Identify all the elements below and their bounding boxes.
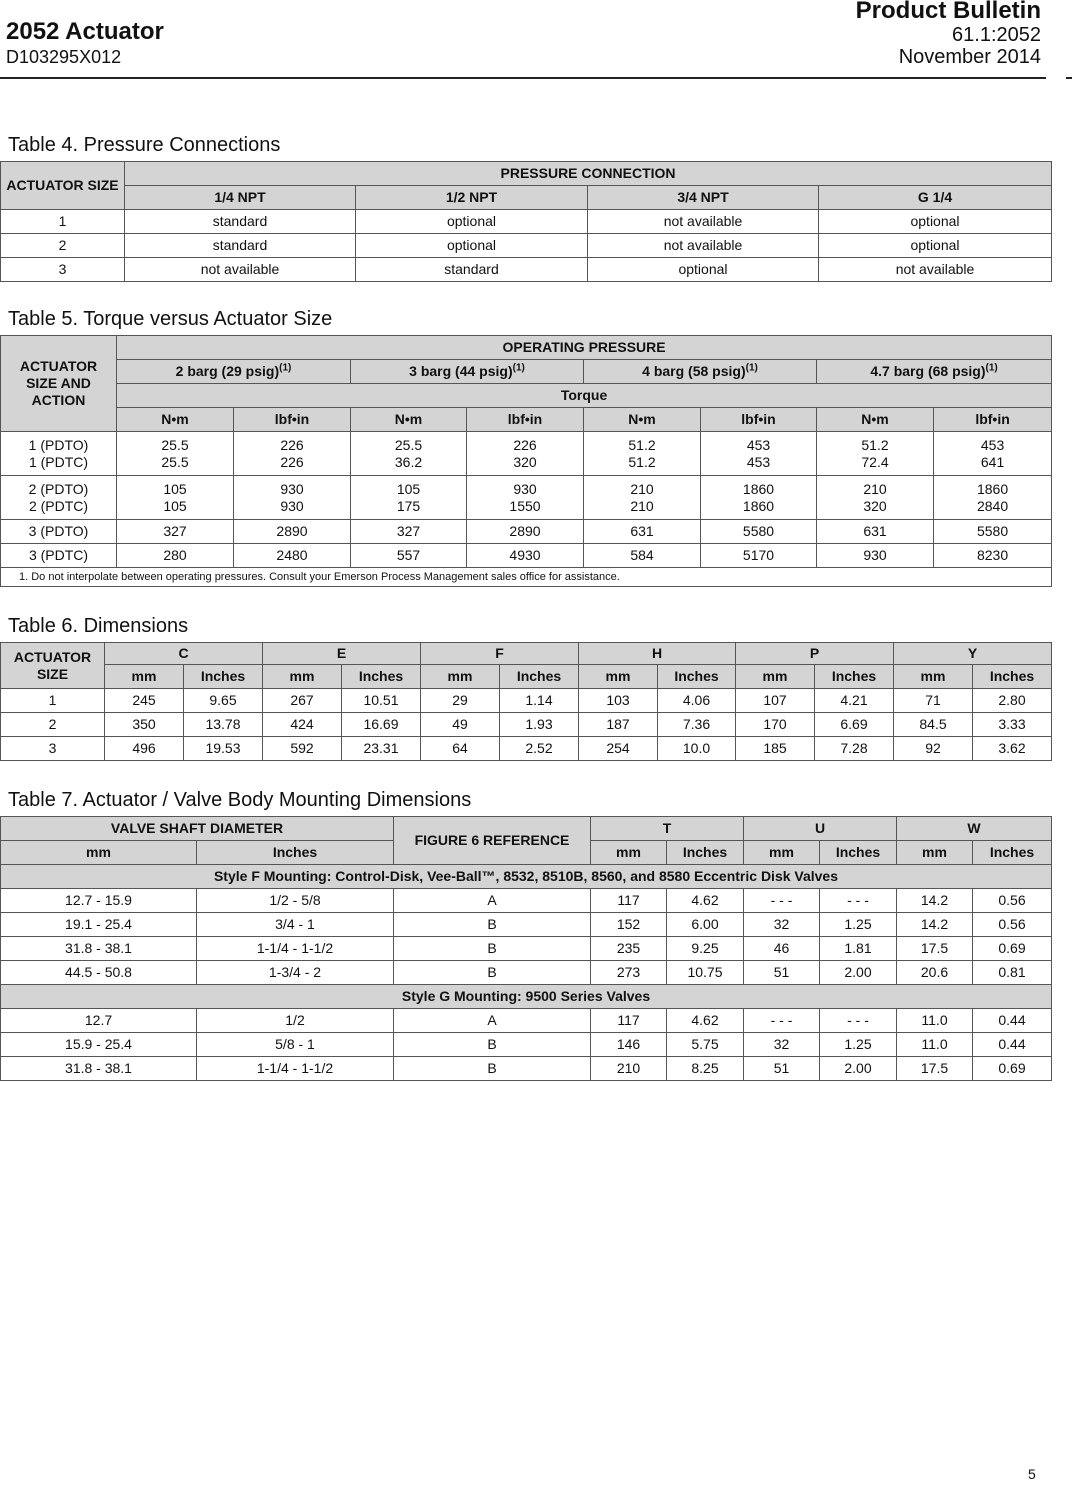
table-cell: - - -	[820, 889, 897, 913]
table-row	[1, 889, 1052, 913]
table-cell: 4930	[467, 544, 584, 568]
table-cell: 327	[351, 520, 467, 544]
table-cell: 2.00	[820, 1057, 897, 1081]
product-title: 2052 Actuator	[6, 18, 164, 45]
table-cell: - - -	[744, 1009, 820, 1033]
cell-value: 210	[630, 480, 654, 497]
table-cell: optional	[356, 210, 588, 234]
dimension-group-header: U	[744, 817, 897, 841]
table-row	[1, 1057, 1052, 1081]
table4-col-header: 3/4 NPT	[588, 186, 819, 210]
table-cell	[234, 476, 351, 520]
table-cell: 5580	[701, 520, 817, 544]
table-cell: 170	[736, 713, 815, 737]
table-row	[1, 737, 1052, 761]
unit-header: Inches	[820, 841, 897, 865]
cell-value: 105	[396, 480, 421, 497]
dimension-group-header: F	[421, 643, 579, 665]
table-cell: 1.81	[820, 937, 897, 961]
table-cell: 13.78	[184, 713, 263, 737]
cell-value: 51.2	[628, 436, 656, 453]
table-cell: 10.75	[667, 961, 744, 985]
table-cell: 19.53	[184, 737, 263, 761]
table-cell: 1.25	[820, 913, 897, 937]
table-cell: 631	[584, 520, 701, 544]
table-cell: 2480	[234, 544, 351, 568]
unit-header: lbf•in	[934, 408, 1052, 432]
table-cell: 254	[579, 737, 658, 761]
cell-value: 1 (PDTC)	[28, 453, 89, 470]
table-cell	[817, 432, 934, 476]
table-cell: 6.00	[667, 913, 744, 937]
table-cell: 210	[591, 1057, 667, 1081]
table4-col-header: 1/4 NPT	[125, 186, 356, 210]
table-cell: 930	[817, 544, 934, 568]
unit-header: Inches	[973, 841, 1052, 865]
dimension-group-header: E	[263, 643, 421, 665]
table-row	[1, 258, 1052, 282]
unit-header: Inches	[973, 665, 1052, 689]
unit-header: mm	[1, 841, 197, 865]
table-cell	[467, 476, 584, 520]
table6-title: Table 6. Dimensions	[8, 615, 189, 637]
unit-header: Inches	[342, 665, 421, 689]
unit-header: mm	[579, 665, 658, 689]
table-cell	[1, 432, 117, 476]
table7-figure-header: FIGURE 6 REFERENCE	[394, 817, 591, 865]
cell-value: 51.2	[861, 436, 889, 453]
table-cell: not available	[588, 210, 819, 234]
table-row	[1, 937, 1052, 961]
table-cell: 1/2	[197, 1009, 394, 1033]
cell-value: 641	[980, 453, 1005, 470]
cell-value: 1860	[742, 497, 775, 514]
table-cell: 3/4 - 1	[197, 913, 394, 937]
table-row	[1, 520, 1052, 544]
table-cell: optional	[819, 234, 1052, 258]
table-cell	[701, 476, 817, 520]
table-cell: 14.2	[897, 913, 973, 937]
table5-group-header: OPERATING PRESSURE	[117, 336, 1052, 360]
unit-header: mm	[591, 841, 667, 865]
table-cell: 4.62	[667, 1009, 744, 1033]
table-cell: 71	[894, 689, 973, 713]
dimension-group-header: H	[579, 643, 736, 665]
table-cell: not available	[819, 258, 1052, 282]
table5-pressure-header: 4.7 barg (68 psig)$^{(1)}$	[817, 360, 1052, 384]
table-cell: 32	[744, 913, 820, 937]
table-cell: 152	[591, 913, 667, 937]
table4-col-header: G 1/4	[819, 186, 1052, 210]
cell-value: 105	[163, 480, 187, 497]
table-cell: 424	[263, 713, 342, 737]
table-cell: 3.33	[973, 713, 1052, 737]
table-cell	[117, 432, 234, 476]
table-cell: - - -	[820, 1009, 897, 1033]
table-cell	[351, 476, 467, 520]
unit-header: N•m	[117, 408, 234, 432]
bulletin-number: 61.1:2052	[952, 24, 1041, 46]
table4-group-header: PRESSURE CONNECTION	[125, 162, 1052, 186]
table-cell: not available	[588, 234, 819, 258]
document-header-right	[856, 0, 1041, 68]
table-cell	[584, 432, 701, 476]
torque-table	[0, 335, 1052, 587]
mounting-style-header: Style F Mounting: Control-Disk, Vee-Ball™, 8532, 8510B, 8560, and 8580 Eccentric Disk Valves	[1, 865, 1052, 889]
table5-pressure-header: 3 barg (44 psig)$^{(1)}$	[351, 360, 584, 384]
unit-header: Inches	[197, 841, 394, 865]
dimension-group-header: T	[591, 817, 744, 841]
page-number: 5	[1028, 1466, 1036, 1482]
cell-value: 226	[280, 453, 304, 470]
table-cell: 327	[117, 520, 234, 544]
table5-torque-header: Torque	[117, 384, 1052, 408]
table-cell: 46	[744, 937, 820, 961]
table5-title: Table 5. Torque versus Actuator Size	[8, 308, 333, 330]
cell-value: 2 (PDTC)	[28, 497, 89, 514]
table-cell: 7.28	[815, 737, 894, 761]
table-cell: 107	[736, 689, 815, 713]
table-cell: 2	[1, 713, 105, 737]
cell-value: 1860	[742, 480, 775, 497]
table-cell: 117	[591, 889, 667, 913]
table-cell: 3	[1, 737, 105, 761]
dimension-group-header: W	[897, 817, 1052, 841]
table-cell: 0.44	[973, 1009, 1052, 1033]
document-number: D103295X012	[6, 47, 122, 67]
table-row	[1, 544, 1052, 568]
footnote-row	[1, 568, 1052, 587]
table-cell: 2.52	[500, 737, 579, 761]
cell-value: 105	[163, 497, 187, 514]
table-cell: 6.69	[815, 713, 894, 737]
cell-value: 930	[280, 480, 304, 497]
cell-value: 210	[630, 497, 654, 514]
table-cell: 4.06	[658, 689, 736, 713]
table-cell: 8230	[934, 544, 1052, 568]
cell-value: 25.5	[161, 453, 189, 470]
table5-footnote: 1. Do not interpolate between operating pressures. Consult your Emerson Process Management sales office for assistance.	[1, 568, 1052, 587]
table-cell: B	[394, 961, 591, 985]
table-cell	[467, 432, 584, 476]
table-cell: 4.62	[667, 889, 744, 913]
cell-value: 320	[513, 453, 537, 470]
table-cell: 12.7	[1, 1009, 197, 1033]
table-cell	[701, 432, 817, 476]
table-cell: 9.25	[667, 937, 744, 961]
unit-header: lbf•in	[234, 408, 351, 432]
table-cell: 0.44	[973, 1033, 1052, 1057]
table6-units-row	[1, 665, 1052, 689]
section-row	[1, 985, 1052, 1009]
dimension-group-header: P	[736, 643, 894, 665]
table-cell: 0.81	[973, 961, 1052, 985]
table-cell: 146	[591, 1033, 667, 1057]
table-cell: 557	[351, 544, 467, 568]
table-cell: B	[394, 1033, 591, 1057]
unit-header: mm	[744, 841, 820, 865]
table-cell: 273	[591, 961, 667, 985]
table-cell: B	[394, 913, 591, 937]
table-cell: 235	[591, 937, 667, 961]
table4-size-header: ACTUATOR SIZE	[1, 162, 125, 210]
cell-value: 2 (PDTO)	[28, 480, 89, 497]
cell-value: 36.2	[394, 453, 423, 470]
table-cell: 2.80	[973, 689, 1052, 713]
table-cell: not available	[125, 258, 356, 282]
table-cell: B	[394, 1057, 591, 1081]
table-cell	[584, 476, 701, 520]
unit-header: Inches	[667, 841, 744, 865]
table-cell: 23.31	[342, 737, 421, 761]
table4-col-header: 1/2 NPT	[356, 186, 588, 210]
table7-shaft-header: VALVE SHAFT DIAMETER	[1, 817, 394, 841]
cell-value: 1550	[509, 497, 541, 514]
cell-value: 226	[513, 436, 537, 453]
table-cell: A	[394, 1009, 591, 1033]
unit-header: Inches	[658, 665, 736, 689]
table-row	[1, 1033, 1052, 1057]
table-cell: 15.9 - 25.4	[1, 1033, 197, 1057]
cell-value: 453	[746, 436, 771, 453]
unit-header: mm	[263, 665, 342, 689]
table-row	[1, 210, 1052, 234]
table-cell: 0.56	[973, 913, 1052, 937]
unit-header: mm	[421, 665, 500, 689]
table-cell: A	[394, 889, 591, 913]
table-cell	[817, 476, 934, 520]
table-cell: 1-3/4 - 2	[197, 961, 394, 985]
bulletin-title: Product Bulletin	[855, 0, 1041, 24]
table-row	[1, 913, 1052, 937]
table-cell: 592	[263, 737, 342, 761]
section-row	[1, 865, 1052, 889]
table-cell: 11.0	[897, 1033, 973, 1057]
table-cell: 19.1 - 25.4	[1, 913, 197, 937]
cell-value: 25.5	[161, 436, 189, 453]
cell-value: 930	[513, 480, 537, 497]
table-cell: 1	[1, 210, 125, 234]
table-cell: 496	[105, 737, 184, 761]
table-cell: 10.51	[342, 689, 421, 713]
table-cell: 3 (PDTC)	[1, 544, 117, 568]
table-cell	[1, 476, 117, 520]
table-cell: 4.21	[815, 689, 894, 713]
table-cell: 51	[744, 1057, 820, 1081]
table-cell: 1	[1, 689, 105, 713]
table-cell: 245	[105, 689, 184, 713]
table-row	[1, 713, 1052, 737]
table-cell	[934, 476, 1052, 520]
table-cell: B	[394, 937, 591, 961]
table-cell: 49	[421, 713, 500, 737]
table-cell	[934, 432, 1052, 476]
table-cell: standard	[125, 210, 356, 234]
table-cell: 8.25	[667, 1057, 744, 1081]
table-cell: 12.7 - 15.9	[1, 889, 197, 913]
table-cell: 631	[817, 520, 934, 544]
table-cell: 0.56	[973, 889, 1052, 913]
table-cell: 187	[579, 713, 658, 737]
table4-title: Table 4. Pressure Connections	[8, 134, 281, 156]
table-cell: 1.93	[500, 713, 579, 737]
unit-header: lbf•in	[701, 408, 817, 432]
table-cell: 2.00	[820, 961, 897, 985]
cell-value: 210	[863, 480, 887, 497]
table-cell: 1/2 - 5/8	[197, 889, 394, 913]
document-header-left	[6, 18, 164, 68]
table-cell: 5170	[701, 544, 817, 568]
table-cell: optional	[356, 234, 588, 258]
dimension-group-header: Y	[894, 643, 1052, 665]
cell-value: 51.2	[628, 453, 656, 470]
table-cell: 5.75	[667, 1033, 744, 1057]
unit-header: N•m	[351, 408, 467, 432]
cell-value: 1 (PDTO)	[28, 436, 89, 453]
mounting-style-header: Style G Mounting: 9500 Series Valves	[1, 985, 1052, 1009]
cell-value: 453	[746, 453, 771, 470]
unit-header: N•m	[817, 408, 934, 432]
table-cell: 32	[744, 1033, 820, 1057]
table-cell: 51	[744, 961, 820, 985]
table-cell: 1.25	[820, 1033, 897, 1057]
table-cell: standard	[356, 258, 588, 282]
dimension-group-header: C	[105, 643, 263, 665]
table-row	[1, 1009, 1052, 1033]
table-row	[1, 234, 1052, 258]
table-cell: 3.62	[973, 737, 1052, 761]
table-cell: 9.65	[184, 689, 263, 713]
table-cell: 31.8 - 38.1	[1, 937, 197, 961]
table-cell: 1.14	[500, 689, 579, 713]
table-cell: 3	[1, 258, 125, 282]
cell-value: 1860	[976, 480, 1009, 497]
table-cell: standard	[125, 234, 356, 258]
table-cell: 350	[105, 713, 184, 737]
table5-units-row	[1, 408, 1052, 432]
table-cell: 17.5	[897, 1057, 973, 1081]
table-cell: 17.5	[897, 937, 973, 961]
table-cell: 20.6	[897, 961, 973, 985]
table-cell: 103	[579, 689, 658, 713]
table-row	[1, 476, 1052, 520]
cell-value: 175	[396, 497, 421, 514]
table-cell: 31.8 - 38.1	[1, 1057, 197, 1081]
table-cell: 280	[117, 544, 234, 568]
mounting-dimensions-table	[0, 816, 1052, 1081]
table-cell: 185	[736, 737, 815, 761]
table-cell: 10.0	[658, 737, 736, 761]
table7-title: Table 7. Actuator / Valve Body Mounting Dimensions	[8, 789, 472, 811]
table-row	[1, 432, 1052, 476]
cell-value: 226	[280, 436, 304, 453]
table-cell: 3 (PDTO)	[1, 520, 117, 544]
table-cell: 92	[894, 737, 973, 761]
table-cell: 584	[584, 544, 701, 568]
table-cell: optional	[588, 258, 819, 282]
table6-size-header: ACTUATOR SIZE	[1, 643, 105, 689]
table5-pressure-header: 2 barg (29 psig)$^{(1)}$	[117, 360, 351, 384]
table5-size-header: ACTUATOR SIZE AND ACTION	[1, 336, 117, 432]
unit-header: mm	[894, 665, 973, 689]
cell-value: 930	[280, 497, 304, 514]
table-cell: - - -	[744, 889, 820, 913]
cell-value: 320	[863, 497, 887, 514]
unit-header: N•m	[584, 408, 701, 432]
table-cell: 29	[421, 689, 500, 713]
unit-header: mm	[897, 841, 973, 865]
unit-header: Inches	[815, 665, 894, 689]
table-cell: optional	[819, 210, 1052, 234]
table-cell	[351, 432, 467, 476]
pressure-connections-table	[0, 161, 1052, 282]
unit-header: Inches	[500, 665, 579, 689]
table-cell: 1-1/4 - 1-1/2	[197, 1057, 394, 1081]
table-cell: 5580	[934, 520, 1052, 544]
header-divider-tick	[1066, 77, 1072, 79]
table-cell: 14.2	[897, 889, 973, 913]
table-cell: 11.0	[897, 1009, 973, 1033]
header-divider	[0, 77, 1046, 79]
table-cell: 84.5	[894, 713, 973, 737]
bulletin-date: November 2014	[898, 46, 1041, 68]
cell-value: 2840	[976, 497, 1009, 514]
table-cell: 1-1/4 - 1-1/2	[197, 937, 394, 961]
table-cell: 2890	[234, 520, 351, 544]
table-cell: 44.5 - 50.8	[1, 961, 197, 985]
unit-header: Inches	[184, 665, 263, 689]
table-cell: 64	[421, 737, 500, 761]
table-cell	[234, 432, 351, 476]
table5-pressure-header: 4 barg (58 psig)$^{(1)}$	[584, 360, 817, 384]
unit-header: mm	[105, 665, 184, 689]
cell-value: 453	[980, 436, 1005, 453]
table-cell	[117, 476, 234, 520]
table-cell: 7.36	[658, 713, 736, 737]
table-cell: 16.69	[342, 713, 421, 737]
cell-value: 25.5	[394, 436, 423, 453]
table-cell: 2	[1, 234, 125, 258]
table-cell: 5/8 - 1	[197, 1033, 394, 1057]
table-row	[1, 961, 1052, 985]
dimensions-table	[0, 642, 1052, 761]
table-row	[1, 689, 1052, 713]
table-cell: 267	[263, 689, 342, 713]
table-cell: 0.69	[973, 1057, 1052, 1081]
cell-value: 72.4	[861, 453, 889, 470]
table-cell: 117	[591, 1009, 667, 1033]
unit-header: lbf•in	[467, 408, 584, 432]
table-cell: 0.69	[973, 937, 1052, 961]
unit-header: mm	[736, 665, 815, 689]
table-cell: 2890	[467, 520, 584, 544]
